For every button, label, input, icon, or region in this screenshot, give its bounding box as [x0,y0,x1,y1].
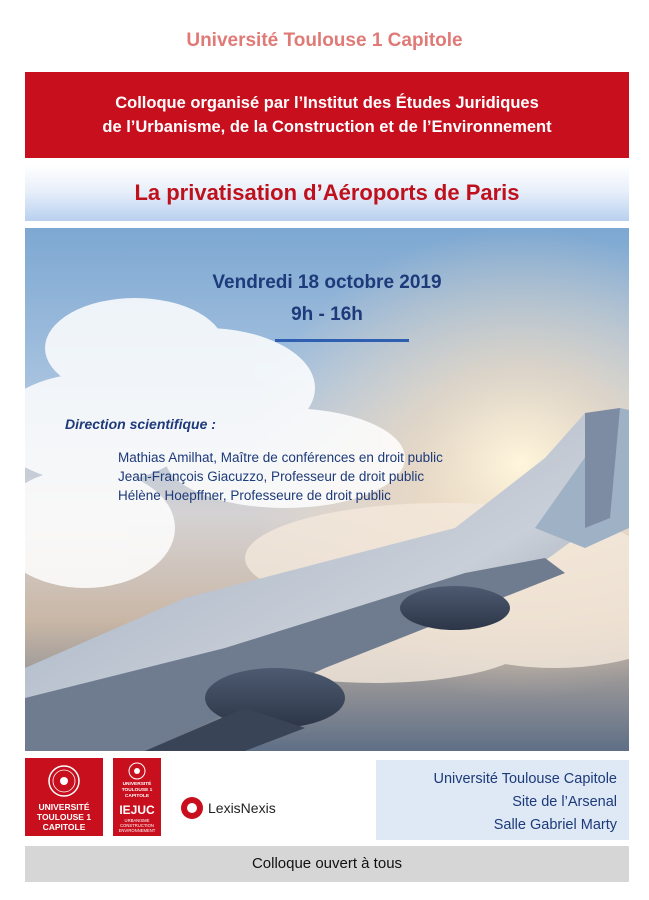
organizer-banner [25,72,629,158]
iejuc-sub-line: URBANISME [124,818,150,823]
iejuc-top-line: TOULOUSE 1 [121,788,153,793]
lexisnexis-wordmark: LexisNexis [208,800,276,816]
ut1-text-line: CAPITOLE [42,822,86,832]
event-title: La privatisation d’Aéroports de Paris [25,165,629,221]
organizer-line-1: Colloque organisé par l’Institut des Études Juridiques [115,94,539,112]
open-to-all-bar: Colloque ouvert à tous [25,846,629,882]
venue-line-2: Site de l’Arsenal [512,794,617,810]
venue-line-3: Salle Gabriel Marty [493,817,617,833]
venue-line-1: Université Toulouse Capitole [433,771,617,787]
iejuc-sub-line: CONSTRUCTION [120,823,154,828]
time-underline-divider [275,339,409,342]
ut1-text-line: UNIVERSITÉ [38,802,90,812]
ut1-logo [25,758,103,836]
iejuc-top-line: UNIVERSITÉ [122,782,152,787]
person-hoepffner: Hélène Hoepffner, Professeure de droit public [118,488,391,503]
venue-box [376,760,629,840]
event-time: 9h - 16h [291,304,363,325]
partner-logos [25,758,365,838]
iejuc-seal-icon [113,760,161,782]
university-title: Université Toulouse 1 Capitole [186,30,463,51]
direction-label: Direction scientifique : [65,416,216,432]
iejuc-top-line: CAPITOLE [124,794,150,799]
event-date: Vendredi 18 octobre 2019 [212,272,442,293]
ut1-text-line: TOULOUSE 1 [36,812,92,822]
iejuc-name: IEJUC [119,803,155,817]
ut1-seal-icon [25,761,103,801]
hero-image [25,228,629,751]
organizer-line-2: de l’Urbanisme, de la Construction et de l’Environnement [102,118,552,136]
person-giacuzzo: Jean-François Giacuzzo, Professeur de droit public [118,469,425,484]
iejuc-sub-line: ENVIRONNEMENT [118,828,156,833]
person-amilhat: Mathias Amilhat, Maître de conférences en droit public [118,450,443,465]
iejuc-logo [113,758,161,836]
lexisnexis-mark-icon [180,796,204,820]
lexisnexis-logo [180,796,276,820]
